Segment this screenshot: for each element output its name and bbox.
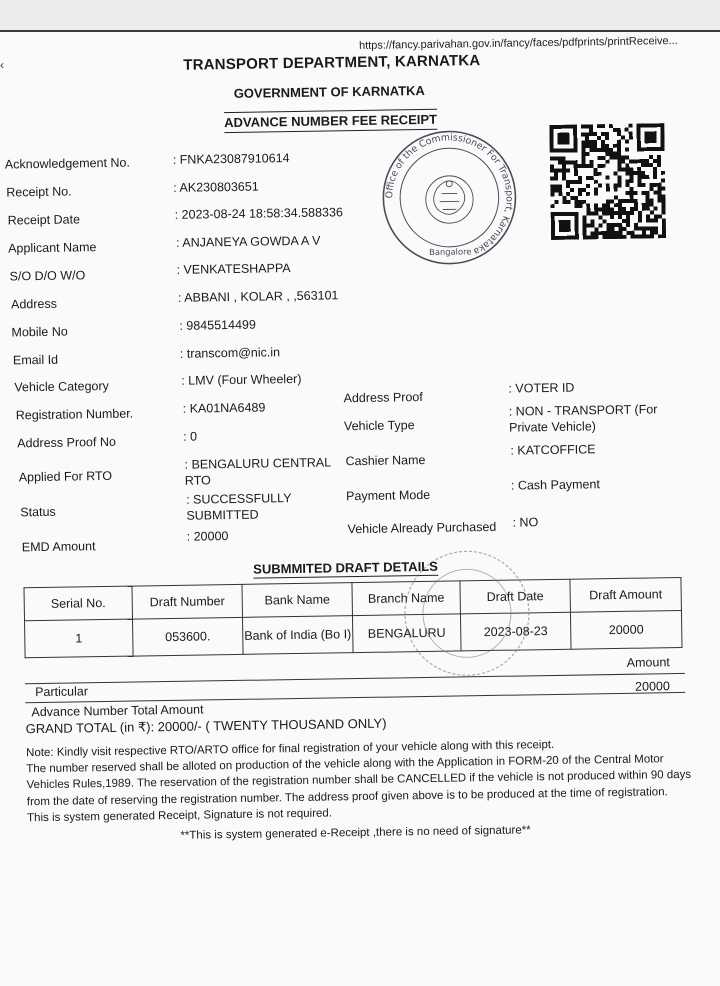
value-email: : transcom@nic.in xyxy=(179,345,281,361)
label-vehicle-type: Vehicle Type xyxy=(343,418,415,434)
advance-total-label: Advance Number Total Amount xyxy=(31,702,204,720)
value-vehicle-type: : NON - TRANSPORT (For Private Vehicle) xyxy=(508,402,658,435)
seal-city: Bangalore xyxy=(428,246,472,258)
value-vehicle-category: : LMV (Four Wheeler) xyxy=(181,371,302,388)
advance-amount-value: 20000 xyxy=(635,679,670,694)
label-status: Status xyxy=(20,504,56,520)
col-draft-date: Draft Date xyxy=(460,579,571,614)
divider xyxy=(25,673,685,684)
draft-section-title: SUBMMITED DRAFT DETAILS xyxy=(253,558,438,577)
value-address-proof: : VOTER ID xyxy=(508,380,575,396)
label-vehicle-purchased: Vehicle Already Purchased xyxy=(347,519,497,537)
value-applicant-name: : ANJANEYA GOWDA A V xyxy=(175,233,321,250)
value-relation: : VENKATESHAPPA xyxy=(176,261,291,277)
cell-draft-amount: 20000 xyxy=(570,610,682,649)
value-applied-rto: : BENGALURU CENTRAL RTO xyxy=(184,455,331,488)
value-cashier-name: : KATCOFFICE xyxy=(510,442,596,458)
draft-table xyxy=(23,577,682,658)
cell-draft-number: 053600. xyxy=(132,617,243,656)
label-registration-number: Registration Number. xyxy=(15,406,134,423)
col-branch-name: Branch Name xyxy=(352,581,461,616)
label-address: Address xyxy=(10,296,58,312)
value-receipt-no: : AK230803651 xyxy=(173,179,259,195)
label-relation: S/O D/O W/O xyxy=(9,268,86,284)
label-receipt-date: Receipt Date xyxy=(7,212,81,228)
particular-header: Particular xyxy=(35,684,89,700)
label-emd-amount: EMD Amount xyxy=(21,539,96,555)
value-address: : ABBANI , KOLAR , ,563101 xyxy=(177,288,339,305)
office-seal xyxy=(379,127,519,267)
footer-note: **This is system generated e-Receipt ,there is no need of signature** xyxy=(180,824,531,842)
cell-branch-name: BENGALURU xyxy=(352,614,461,653)
cell-draft-date: 2023-08-23 xyxy=(460,612,571,651)
label-receipt-no: Receipt No. xyxy=(6,184,72,200)
department-title: TRANSPORT DEPARTMENT, KARNATKA xyxy=(183,52,481,74)
label-mobile: Mobile No xyxy=(11,324,68,340)
divider xyxy=(25,692,685,703)
note-line: Note: Kindly visit respective RTO/ARTO office for final registration of your vehicle along with this receipt. xyxy=(25,738,555,760)
col-serial-no: Serial No. xyxy=(24,586,133,621)
label-email: Email Id xyxy=(12,352,59,368)
government-title: GOVERNMENT OF KARNATKA xyxy=(233,82,425,101)
value-emd-amount: : 20000 xyxy=(186,529,229,544)
source-url: https://fancy.parivahan.gov.in/fancy/faces/pdfprints/printReceive... xyxy=(358,34,678,52)
receipt-title: ADVANCE NUMBER FEE RECEIPT xyxy=(224,109,437,133)
value-mobile: : 9845514499 xyxy=(179,317,256,333)
value-status: : SUCCESSFULLY SUBMITTED xyxy=(186,491,292,523)
label-cashier-name: Cashier Name xyxy=(345,452,426,469)
label-address-proof-no: Address Proof No xyxy=(17,434,116,451)
notes-block xyxy=(26,735,692,826)
qr-code xyxy=(549,123,666,240)
grand-total: GRAND TOTAL (in ₹): 20000/- ( TWENTY THOUSAND ONLY) xyxy=(25,715,387,737)
cell-bank-name: Bank of India (Bo I) xyxy=(242,616,353,655)
note-line: This is system generated Receipt, Signature is not required. xyxy=(27,807,333,825)
label-vehicle-category: Vehicle Category xyxy=(14,378,109,395)
value-payment-mode: : Cash Payment xyxy=(510,477,600,493)
note-line: The number reserved shall be alloted on production of the vehicle along with the Application in FORM-20 of the Central Motor Vehicles Rules,1989. The reservation of the registration number shall be CANCELLED if the vehicle is not produced within 90 days from the date of reserving the registration number. The address proof given above is to be produced at the time of registration. xyxy=(26,753,692,808)
value-receipt-date: : 2023-08-24 18:58:34.588336 xyxy=(174,205,343,222)
seal-outer-text: Office of the Commissioner For Transport, Karnataka xyxy=(384,132,515,257)
col-draft-amount: Draft Amount xyxy=(570,577,682,612)
label-payment-mode: Payment Mode xyxy=(345,487,431,504)
value-address-proof-no: : 0 xyxy=(183,429,198,444)
edge-mark: ‹ xyxy=(0,58,4,72)
value-registration-number: : KA01NA6489 xyxy=(182,400,266,416)
col-draft-number: Draft Number xyxy=(132,584,243,619)
col-bank-name: Bank Name xyxy=(242,583,353,618)
label-ack-no: Acknowledgement No. xyxy=(4,155,131,172)
label-applied-rto: Applied For RTO xyxy=(18,468,113,485)
faded-seal xyxy=(401,547,533,679)
value-vehicle-purchased: : NO xyxy=(512,515,539,530)
value-ack-no: : FNKA23087910614 xyxy=(172,151,290,167)
amount-header: Amount xyxy=(626,655,670,670)
label-applicant-name: Applicant Name xyxy=(8,240,97,256)
cell-serial-no: 1 xyxy=(25,619,134,658)
label-address-proof: Address Proof xyxy=(343,390,423,406)
